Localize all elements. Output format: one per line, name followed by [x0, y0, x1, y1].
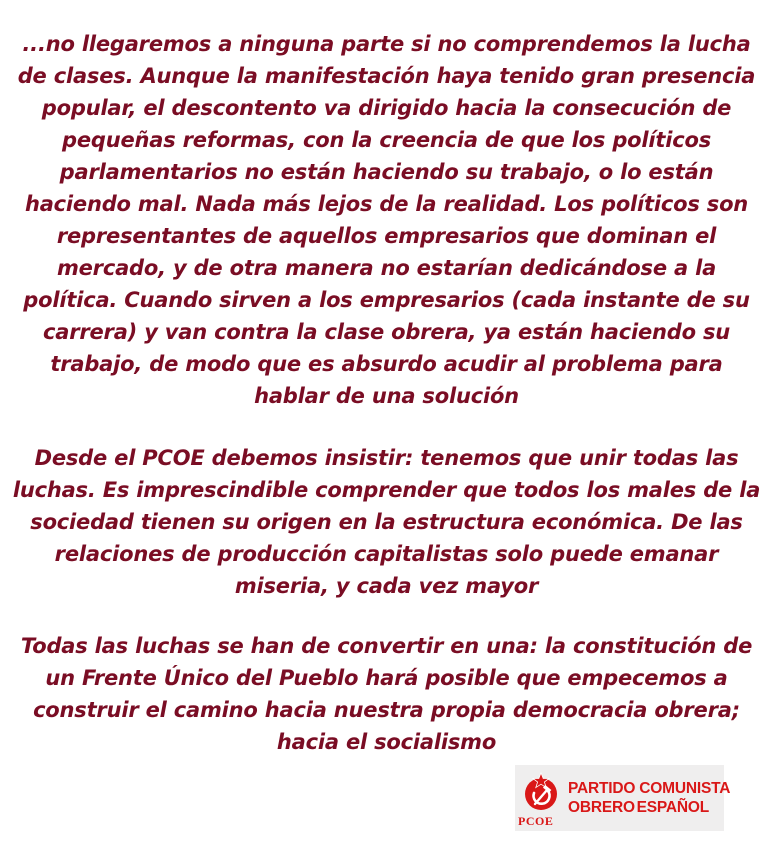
logo-line-1: PARTIDO COMUNISTA	[568, 780, 731, 797]
paragraph-united-front: Todas las luchas se han de convertir en una: la constitución de un Frente Único del Pueblo hará posible que empecemos a construir el camino hacia nuestra propia democracia obrera; hacia el socialismo	[20, 634, 753, 754]
logo-acronym: PCOE	[518, 814, 554, 828]
logo-word-obrero: OBRERO	[568, 799, 635, 816]
paragraph-class-struggle: ...no llegaremos a ninguna parte si no comprendemos la lucha de clases. Aunque la manifestación haya tenido gran presencia popular, el descontento va dirigido hacia la consecución de pequeñas reformas, con la creencia de que los políticos parlamentarios no están haciendo su trabajo, o lo están haciendo mal. Nada más lejos de la realidad. Los políticos son representantes de aquellos empresarios que dominan el mercado, y de otra manera no estarían dedicándose a la política. Cuando sirven a los empresarios (cada instante de su carrera) y van contra la clase obrera, ya están haciendo su trabajo, de modo que es absurdo acudir al problema para hablar de una solución	[17, 32, 756, 408]
paragraph-pcoe-insist: Desde el PCOE debemos insistir: tenemos que unir todas las luchas. Es imprescindible comprender que todos los males de la sociedad tienen su origen en la estructura económica. De las relaciones de producción capitalistas solo puede emanar miseria, y cada vez mayor	[12, 446, 761, 598]
logo-line-2	[568, 799, 709, 816]
logo-word-espanol: ESPAÑOL	[636, 799, 709, 816]
hammer-sickle-star-icon	[521, 772, 561, 812]
pcoe-logo	[515, 765, 731, 831]
